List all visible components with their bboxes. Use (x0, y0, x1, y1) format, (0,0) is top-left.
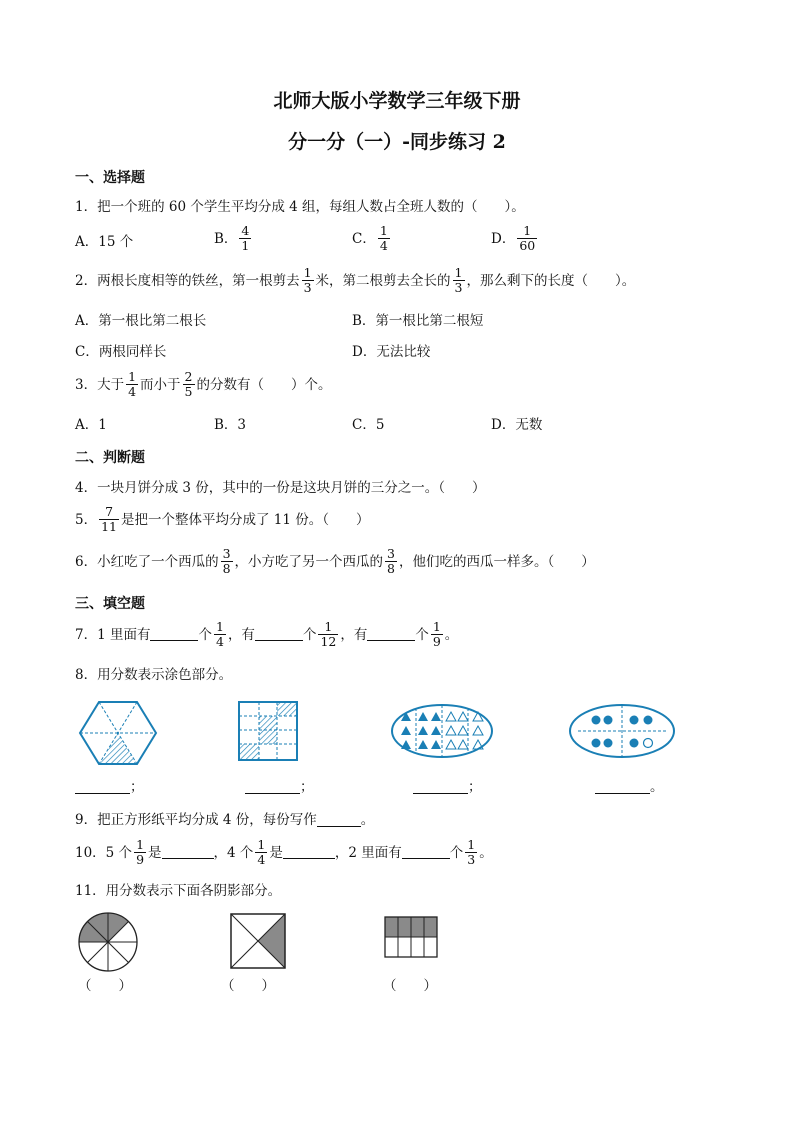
option-label: D． (491, 230, 516, 247)
answer-blank[interactable] (317, 814, 361, 827)
q2-text-3: ，那么剩下的长度（ ）。 (466, 272, 636, 289)
separator: ； (300, 779, 314, 795)
fraction (183, 370, 195, 399)
denominator: 4 (215, 634, 224, 649)
numerator: 1 (523, 223, 532, 238)
question-8: 8．用分数表示涂色部分。 (75, 667, 233, 683)
q1-option-a: A．15 个 (75, 234, 134, 250)
q9-text-1: 9．把正方形纸平均分成 4 份，每份写作 (75, 812, 317, 828)
q3-text-1: 3．大于 (75, 376, 125, 393)
triangles-oval-figure (390, 702, 494, 760)
question-7 (75, 620, 458, 649)
answer-blank[interactable] (75, 781, 130, 794)
fraction (99, 505, 119, 534)
question-2 (75, 266, 635, 295)
option-label: C． (352, 230, 376, 247)
numerator: 1 (303, 265, 312, 280)
option-label: B． (214, 230, 238, 247)
fraction (126, 370, 138, 399)
question-6 (75, 547, 595, 576)
fraction (431, 620, 443, 649)
denominator: 3 (454, 280, 463, 295)
denominator: 4 (257, 852, 266, 867)
circle-sectors-figure (77, 911, 139, 973)
q8-answer-4 (595, 778, 664, 796)
denominator: 3 (467, 852, 476, 867)
fraction (517, 224, 537, 253)
q1-option-d (491, 224, 539, 253)
question-9 (75, 811, 374, 829)
q1-option-b (214, 224, 253, 253)
separator: ； (130, 779, 144, 795)
q11-answer-3[interactable]: （ ） (383, 978, 437, 994)
answer-blank[interactable] (162, 846, 214, 859)
hexagon-figure (78, 700, 158, 766)
section-heading-fill: 三、填空题 (75, 596, 145, 612)
dots-oval-figure (568, 702, 676, 760)
denominator: 9 (432, 634, 441, 649)
denominator: 60 (519, 238, 536, 253)
q2-option-a: A．第一根比第二根长 (75, 313, 207, 329)
q2-option-c: C．两根同样长 (75, 344, 167, 360)
denominator: 9 (136, 852, 145, 867)
q3-text-2: 而小于 (140, 376, 181, 393)
denominator: 4 (379, 238, 388, 253)
numerator: 1 (324, 619, 333, 634)
page-subtitle: 分一分（一）-同步练习 2 (288, 131, 506, 153)
numerator: 1 (379, 223, 388, 238)
q7-text-7: 。 (444, 626, 459, 643)
numerator: 1 (454, 265, 463, 280)
denominator: 5 (184, 384, 193, 399)
q11-answer-2[interactable]: （ ） (221, 978, 275, 994)
q10-text-7: 。 (479, 844, 493, 861)
numerator: 2 (184, 369, 193, 384)
numerator: 1 (467, 837, 476, 852)
fraction (214, 620, 226, 649)
question-1: 1．把一个班的 60 个学生平均分成 4 组，每组人数占全班人数的（ ）。 (75, 199, 525, 215)
q8-answer-2 (245, 778, 314, 796)
rectangle-grid-figure (383, 915, 439, 959)
denominator: 12 (320, 634, 337, 649)
numerator: 1 (432, 619, 441, 634)
fraction (239, 224, 251, 253)
fraction (385, 547, 397, 576)
separator: ； (468, 779, 482, 795)
q5-number: 5． (75, 511, 98, 528)
q2-option-d: D．无法比较 (352, 344, 431, 360)
answer-blank[interactable] (413, 781, 468, 794)
numerator: 1 (215, 619, 224, 634)
q8-answer-3 (413, 778, 482, 796)
fraction (378, 224, 390, 253)
q10-text-5: ，2 里面有 (334, 844, 402, 861)
q7-text-1: 7．1 里面有 (75, 626, 151, 643)
square-grid-figure (237, 700, 299, 762)
denominator: 11 (101, 519, 117, 534)
section-heading-judge: 二、判断题 (75, 450, 145, 466)
q10-text-2: 是 (148, 844, 162, 861)
denominator: 8 (222, 561, 231, 576)
denominator: 8 (387, 561, 395, 576)
q6-text-2: ，小方吃了另一个西瓜的 (234, 553, 384, 570)
q9-text-2: 。 (360, 812, 375, 828)
q6-text-1: 6．小红吃了一个西瓜的 (75, 553, 219, 570)
section-heading-choice: 一、选择题 (75, 170, 145, 186)
question-10 (75, 838, 493, 867)
question-5 (75, 505, 370, 534)
q10-text-1: 10．5 个 (75, 844, 133, 861)
numerator: 3 (387, 546, 395, 561)
fraction (302, 266, 314, 295)
numerator: 7 (105, 504, 114, 519)
numerator: 4 (241, 223, 250, 238)
q5-text: 是把一个整体平均分成了 11 份。（ ） (121, 511, 370, 528)
denominator: 3 (303, 280, 312, 295)
fraction (134, 838, 146, 867)
q6-text-3: ，他们吃的西瓜一样多。（ ） (399, 553, 595, 570)
q3-option-a: A．1 (75, 417, 107, 433)
q7-text-5: ，有 (340, 626, 368, 643)
denominator: 1 (241, 238, 250, 253)
q3-text-3: 的分数有（ ）个。 (196, 376, 332, 393)
q7-text-2: 个 (198, 626, 212, 643)
square-diagonals-figure (229, 912, 287, 970)
answer-blank[interactable] (245, 781, 300, 794)
q3-option-d: D．无数 (491, 417, 543, 433)
answer-blank[interactable] (402, 846, 450, 859)
q1-option-c (352, 224, 392, 253)
fraction (318, 620, 338, 649)
q8-answer-1 (75, 778, 144, 796)
q2-text-2: 米，第二根剪去全长的 (315, 272, 451, 289)
answer-blank[interactable] (150, 628, 198, 641)
q3-option-c: C．5 (352, 417, 385, 433)
denominator: 4 (128, 384, 137, 399)
numerator: 3 (222, 546, 231, 561)
page-title: 北师大版小学数学三年级下册 (273, 90, 521, 112)
q2-text-1: 2．两根长度相等的铁丝，第一根剪去 (75, 272, 300, 289)
answer-blank[interactable] (595, 781, 650, 794)
question-11: 11．用分数表示下面各阴影部分。 (75, 883, 282, 899)
question-3 (75, 370, 332, 399)
q10-text-3: ，4 个 (213, 844, 254, 861)
q11-answer-1[interactable]: （ ） (78, 978, 132, 994)
fraction (255, 838, 267, 867)
q3-option-b: B．3 (214, 417, 247, 433)
fraction (221, 547, 233, 576)
q10-text-6: 个 (449, 844, 464, 861)
q7-text-3: ，有 (227, 626, 255, 643)
numerator: 1 (128, 369, 137, 384)
numerator: 1 (257, 837, 266, 852)
question-4: 4．一块月饼分成 3 份，其中的一份是这块月饼的三分之一。（ ） (75, 480, 486, 496)
q10-text-4: 是 (269, 844, 283, 861)
q7-text-6: 个 (415, 626, 429, 643)
answer-blank[interactable] (255, 628, 303, 641)
q2-option-b: B．第一根比第二根短 (352, 313, 484, 329)
numerator: 1 (136, 837, 145, 852)
separator: 。 (650, 779, 664, 795)
q7-text-4: 个 (302, 626, 317, 643)
fraction (465, 838, 477, 867)
answer-blank[interactable] (367, 628, 415, 641)
answer-blank[interactable] (283, 846, 335, 859)
fraction (453, 266, 465, 295)
